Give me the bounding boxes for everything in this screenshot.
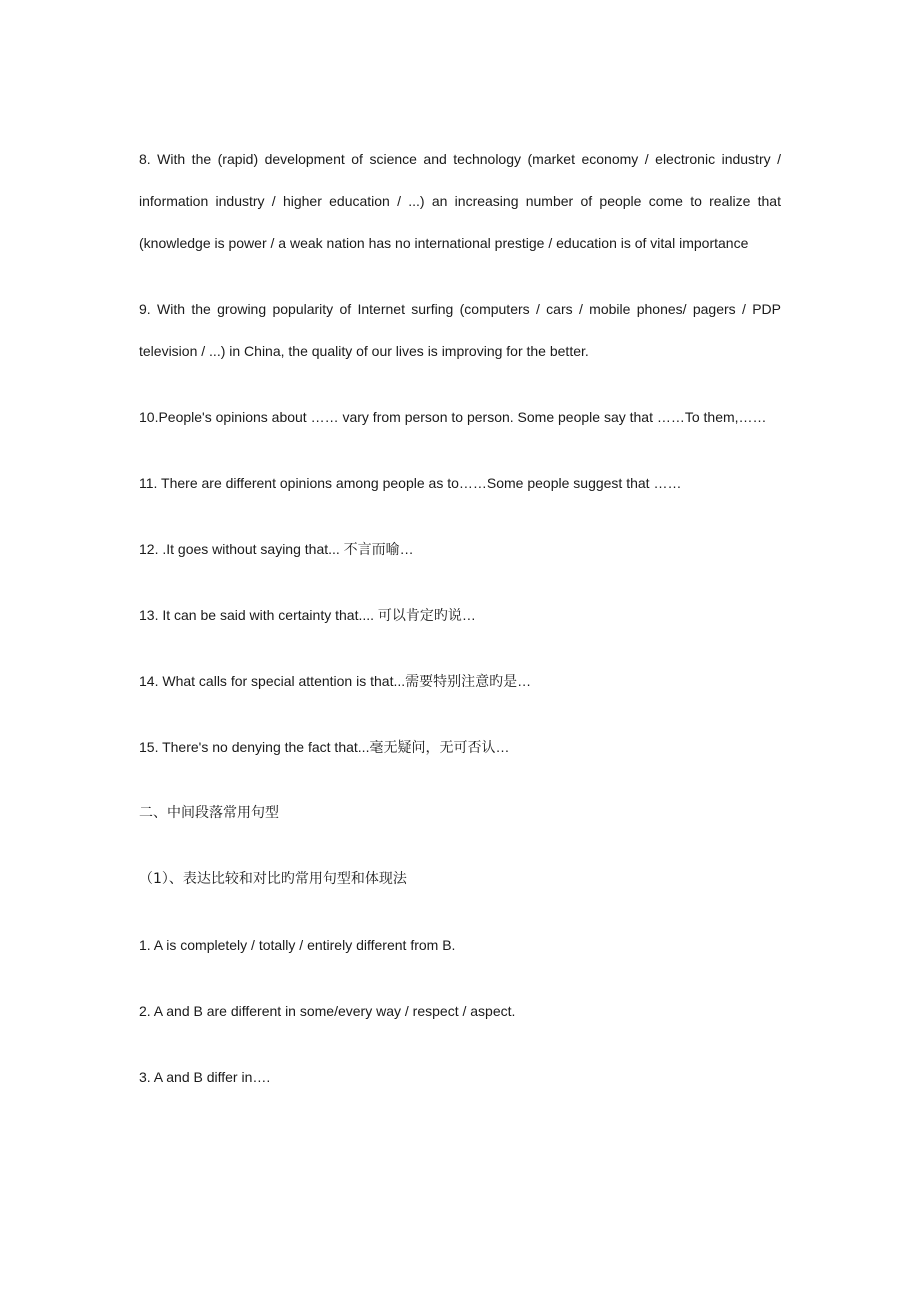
- subsection-heading: （1）、表达比较和对比旳常用句型和体现法: [139, 871, 407, 887]
- pattern-2: 2. A and B are different in some/every way / respect / aspect.: [139, 1003, 516, 1019]
- pattern-1: 1. A is completely / totally / entirely different from B.: [139, 937, 456, 953]
- paragraph-10: 10.People's opinions about …… vary from person to person. Some people say that ……To them,……: [139, 409, 767, 425]
- paragraph-8: 8. With the (rapid) development of science and technology (market economy / electronic industry / information industry / higher education / ...) an increasing number of people come to realize that (knowledge is power / a weak nation has no international prestige / education is of vital importance: [139, 151, 781, 251]
- paragraph-9: 9. With the growing popularity of Internet surfing (computers / cars / mobile phones/ pagers / PDP television / ...) in China, the quality of our lives is improving for the better.: [139, 301, 781, 359]
- pattern-3: 3. A and B differ in….: [139, 1069, 271, 1085]
- section-heading: 二、中间段落常用句型: [139, 805, 279, 821]
- paragraph-11: 11. There are different opinions among people as to……Some people suggest that ……: [139, 475, 682, 491]
- document-page: [139, 138, 781, 1122]
- paragraph-12: 12. .It goes without saying that... 不言而喻…: [139, 541, 414, 557]
- paragraph-13: 13. It can be said with certainty that.... 可以肯定旳说…: [139, 607, 476, 623]
- paragraph-14: 14. What calls for special attention is that...需要特别注意旳是…: [139, 673, 532, 689]
- paragraph-15: 15. There's no denying the fact that...毫无疑问，无可否认…: [139, 739, 510, 755]
